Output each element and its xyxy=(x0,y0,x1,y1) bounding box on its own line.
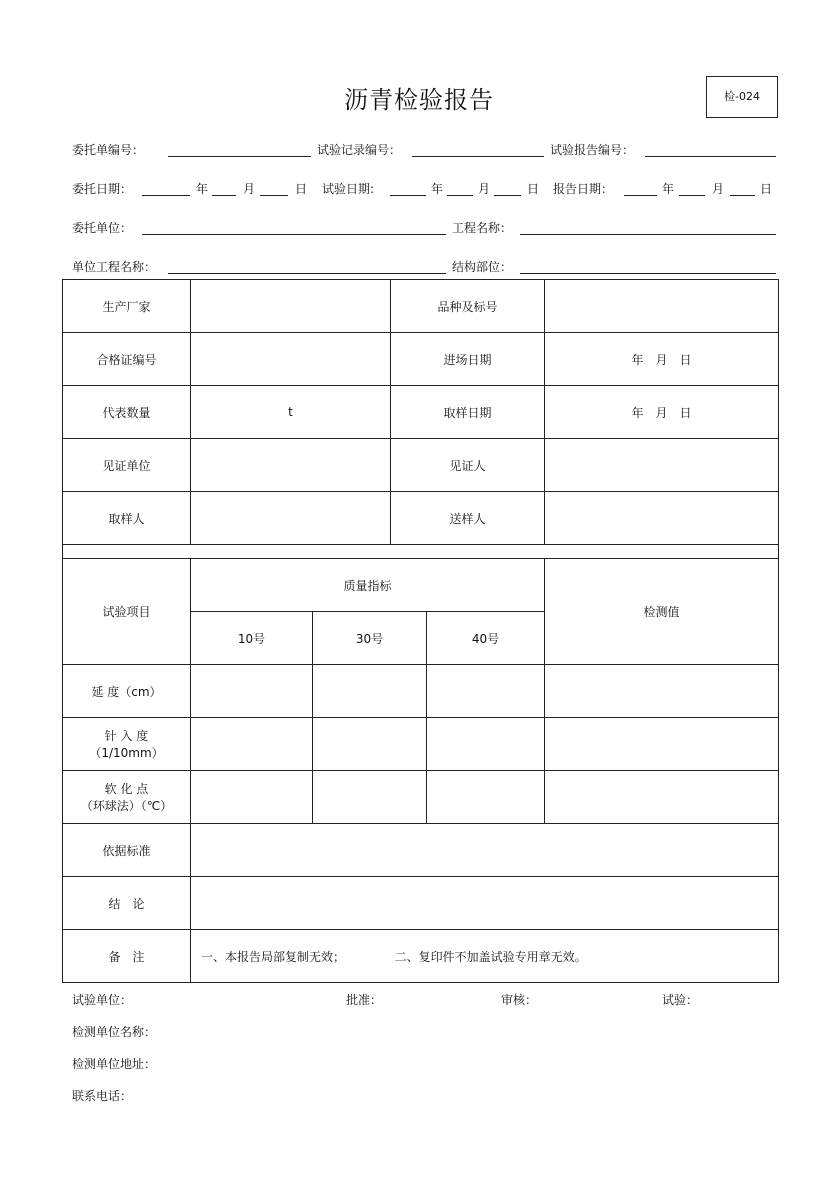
lab-address-label: 检测单位地址： xyxy=(72,1057,157,1071)
penetration-grade-40[interactable] xyxy=(427,718,545,771)
test-report-no-label: 试验报告编号： xyxy=(550,143,635,157)
manufacturer-label: 生产厂家 xyxy=(63,280,191,333)
year-label: 年 xyxy=(196,182,209,196)
day-label: 日 xyxy=(760,182,773,196)
ductility-grade-10[interactable] xyxy=(191,665,313,718)
sampler-value[interactable] xyxy=(191,492,391,545)
ductility-grade-30[interactable] xyxy=(313,665,427,718)
variety-grade-label: 品种及标号 xyxy=(391,280,545,333)
unit-project-name-label: 单位工程名称： xyxy=(72,260,157,274)
test-report-no-field[interactable] xyxy=(645,156,776,157)
penetration-grade-30[interactable] xyxy=(313,718,427,771)
item-line2: （环球法）（℃） xyxy=(80,799,173,813)
project-name-field[interactable] xyxy=(520,234,776,235)
report-date-label: 报告日期： xyxy=(553,182,614,196)
sampler-label: 取样人 xyxy=(63,492,191,545)
softening-measured[interactable] xyxy=(545,771,779,824)
structure-part-label: 结构部位： xyxy=(452,260,513,274)
item-line1: 针 入 度 xyxy=(104,729,149,743)
report-date-month-field[interactable] xyxy=(679,195,705,196)
softening-grade-40[interactable] xyxy=(427,771,545,824)
manufacturer-value[interactable] xyxy=(191,280,391,333)
year-label: 年 xyxy=(431,182,444,196)
test-record-no-label: 试验记录编号： xyxy=(317,143,402,157)
witness-value[interactable] xyxy=(545,439,779,492)
table-row xyxy=(63,665,779,718)
project-name-label: 工程名称： xyxy=(452,221,513,235)
report-date-day-field[interactable] xyxy=(730,195,755,196)
test-unit-label: 试验单位： xyxy=(72,993,133,1007)
table-row xyxy=(63,718,779,771)
penetration-label xyxy=(63,718,191,771)
report-date-year-field[interactable] xyxy=(624,195,657,196)
table-row xyxy=(63,771,779,824)
ductility-label xyxy=(63,665,191,718)
sampling-date-value[interactable]: 年 月 日 xyxy=(545,386,779,439)
commission-no-label: 委托单编号： xyxy=(72,143,145,157)
table-row xyxy=(63,386,779,439)
item-line1: 延 度（cm） xyxy=(91,684,162,699)
commission-no-field[interactable] xyxy=(168,156,311,157)
sender-label: 送样人 xyxy=(391,492,545,545)
day-label: 日 xyxy=(295,182,308,196)
grade-40-header: 40号 xyxy=(427,612,545,665)
grade-10-header: 10号 xyxy=(191,612,313,665)
month-label: 月 xyxy=(478,182,491,196)
table-row xyxy=(63,439,779,492)
test-item-header: 试验项目 xyxy=(63,559,191,665)
entry-date-value[interactable]: 年 月 日 xyxy=(545,333,779,386)
commission-date-label: 委托日期： xyxy=(72,182,133,196)
penetration-measured[interactable] xyxy=(545,718,779,771)
table-row xyxy=(63,333,779,386)
commission-unit-label: 委托单位： xyxy=(72,221,133,235)
table-row xyxy=(63,492,779,545)
penetration-grade-10[interactable] xyxy=(191,718,313,771)
test-date-day-field[interactable] xyxy=(494,195,521,196)
commission-date-day-field[interactable] xyxy=(260,195,288,196)
conclusion-label: 结 论 xyxy=(63,877,191,930)
test-date-label: 试验日期: xyxy=(322,182,375,196)
item-line1: 软 化 点 xyxy=(104,782,149,796)
softening-grade-10[interactable] xyxy=(191,771,313,824)
ductility-measured[interactable] xyxy=(545,665,779,718)
entry-date-label: 进场日期 xyxy=(391,333,545,386)
test-date-year-field[interactable] xyxy=(390,195,426,196)
quantity-value[interactable]: t xyxy=(191,386,391,439)
test-results-table xyxy=(62,558,779,983)
remark-label: 备 注 xyxy=(63,930,191,983)
table-row xyxy=(63,877,779,930)
day-label: 日 xyxy=(527,182,540,196)
table-header-row xyxy=(63,559,779,612)
form-code-box: 检-024 xyxy=(706,76,778,118)
commission-date-month-field[interactable] xyxy=(212,195,236,196)
table-row xyxy=(63,280,779,333)
remark-value xyxy=(191,930,779,983)
unit-project-name-field[interactable] xyxy=(168,273,446,274)
certificate-no-label: 合格证编号 xyxy=(63,333,191,386)
conclusion-value[interactable] xyxy=(191,877,779,930)
softening-point-label xyxy=(63,771,191,824)
witness-unit-label: 见证单位 xyxy=(63,439,191,492)
standard-value[interactable] xyxy=(191,824,779,877)
variety-grade-value[interactable] xyxy=(545,280,779,333)
approve-label: 批准： xyxy=(346,993,383,1007)
commission-date-year-field[interactable] xyxy=(142,195,190,196)
sample-info-table xyxy=(62,279,779,558)
test-date-month-field[interactable] xyxy=(447,195,473,196)
table-row xyxy=(63,824,779,877)
certificate-no-value[interactable] xyxy=(191,333,391,386)
grade-30-header: 30号 xyxy=(313,612,427,665)
tester-label: 试验： xyxy=(662,993,699,1007)
quantity-label: 代表数量 xyxy=(63,386,191,439)
standard-label: 依据标准 xyxy=(63,824,191,877)
structure-part-field[interactable] xyxy=(520,273,776,274)
phone-label: 联系电话： xyxy=(72,1089,133,1103)
commission-unit-field[interactable] xyxy=(142,234,446,235)
spacer-cell xyxy=(63,545,779,559)
measured-value-header: 检测值 xyxy=(545,559,779,665)
softening-grade-30[interactable] xyxy=(313,771,427,824)
review-label: 审核： xyxy=(501,993,538,1007)
witness-unit-value[interactable] xyxy=(191,439,391,492)
remark-1: 一、本报告局部复制无效； xyxy=(201,949,346,964)
lab-name-label: 检测单位名称： xyxy=(72,1025,157,1039)
table-row xyxy=(63,930,779,983)
month-label: 月 xyxy=(243,182,256,196)
ductility-grade-40[interactable] xyxy=(427,665,545,718)
month-label: 月 xyxy=(712,182,725,196)
page-title: 沥青检验报告 xyxy=(344,86,494,114)
spacer-row xyxy=(63,545,779,559)
test-record-no-field[interactable] xyxy=(412,156,544,157)
quality-index-header: 质量指标 xyxy=(191,559,545,612)
item-line2: （1/10mm） xyxy=(89,746,164,760)
remark-2: 二、复印件不加盖试验专用章无效。 xyxy=(394,949,587,964)
sender-value[interactable] xyxy=(545,492,779,545)
sampling-date-label: 取样日期 xyxy=(391,386,545,439)
year-label: 年 xyxy=(662,182,675,196)
witness-label: 见证人 xyxy=(391,439,545,492)
